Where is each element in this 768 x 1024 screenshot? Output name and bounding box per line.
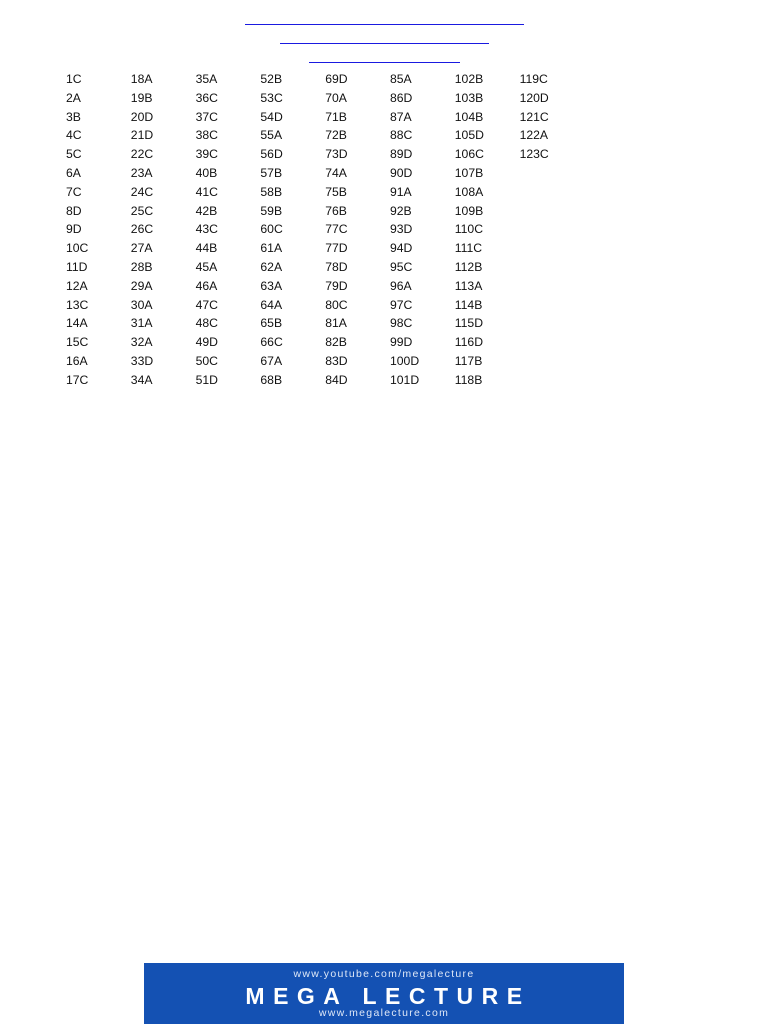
answer-item: 53C: [260, 90, 283, 105]
answer-column: [520, 70, 585, 390]
answer-item: 68B: [260, 372, 283, 387]
answer-item: 47C: [195, 297, 218, 312]
answer-item: 88C: [389, 128, 413, 143]
answer-item: 92B: [389, 203, 412, 218]
answer-column: [390, 70, 455, 390]
answer-item: 100D: [389, 353, 420, 368]
answer-item: 58B: [260, 184, 283, 199]
answer-item: 116D: [454, 335, 484, 350]
answer-column: [66, 70, 131, 390]
answer-item: 26C: [130, 222, 154, 237]
answer-item: 77C: [325, 222, 348, 237]
answer-item: 21D: [130, 128, 154, 143]
answer-item: 75B: [325, 184, 347, 199]
answer-item: 101D: [389, 372, 420, 387]
answer-key-grid: [66, 70, 584, 390]
header-link-2[interactable]: [280, 43, 489, 44]
answer-item: 8D: [66, 203, 82, 218]
answer-item: 105D: [454, 128, 484, 143]
answer-item: 2A: [66, 90, 81, 105]
answer-item: 45A: [195, 259, 218, 274]
answer-item: 84D: [325, 372, 348, 387]
answer-item: 78D: [325, 259, 348, 274]
answer-item: 91A: [389, 184, 412, 199]
answer-item: 97C: [389, 297, 413, 312]
answer-item: 72B: [325, 128, 347, 143]
answer-item: 33D: [130, 353, 154, 368]
answer-item: 63A: [260, 278, 283, 293]
answer-item: 35A: [195, 72, 218, 86]
answer-item: 56D: [260, 147, 283, 162]
answer-item: 32A: [130, 335, 153, 350]
answer-item: 96A: [389, 278, 412, 293]
answer-item: 121C: [519, 109, 549, 124]
answer-item: 54D: [260, 109, 283, 124]
answer-item: 9D: [66, 222, 82, 237]
answer-item: 122A: [519, 128, 549, 143]
answer-item: 38C: [195, 128, 218, 143]
answer-item: 67A: [260, 353, 283, 368]
answer-item: 50C: [195, 353, 218, 368]
answer-item: 82B: [325, 335, 347, 350]
answer-column: [325, 70, 390, 390]
youtube-url[interactable]: www.youtube.com/megalecture: [293, 968, 475, 980]
answer-item: 36C: [195, 90, 218, 105]
answer-item: 34A: [130, 372, 153, 387]
answer-item: 111C: [454, 241, 483, 256]
answer-item: 109B: [454, 203, 484, 218]
header-link-1[interactable]: [245, 24, 524, 25]
answer-item: 114B: [454, 297, 483, 312]
answer-item: 104B: [454, 109, 484, 124]
answer-item: 99D: [389, 335, 413, 350]
answer-item: 93D: [389, 222, 413, 237]
answer-item: 77D: [325, 241, 348, 256]
answer-item: 70A: [325, 90, 347, 105]
answer-column: [455, 70, 520, 390]
answer-item: 30A: [130, 297, 153, 312]
header-link-3[interactable]: [309, 62, 460, 63]
answer-item: 55A: [260, 128, 283, 143]
answer-item: 10C: [66, 241, 89, 256]
answer-item: 110C: [454, 222, 484, 237]
answer-item: 120D: [519, 90, 549, 105]
answer-item: 90D: [389, 165, 413, 180]
answer-item: 59B: [260, 203, 283, 218]
answer-item: 5C: [66, 147, 82, 162]
answer-item: 18A: [130, 72, 153, 86]
answer-item: 81A: [325, 316, 347, 331]
answer-item: 74A: [325, 165, 347, 180]
answer-item: 51D: [195, 372, 218, 387]
answer-item: 16A: [66, 353, 88, 368]
answer-item: 87A: [389, 109, 412, 124]
answer-item: 98C: [389, 316, 413, 331]
answer-item: 89D: [389, 147, 413, 162]
answer-item: 102B: [454, 72, 484, 86]
answer-item: 13C: [66, 297, 89, 312]
answer-item: 41C: [195, 184, 218, 199]
answer-item: 69D: [325, 72, 348, 86]
answer-item: 24C: [130, 184, 154, 199]
answer-column: [260, 70, 325, 390]
answer-item: 64A: [260, 297, 283, 312]
answer-item: 66C: [260, 335, 283, 350]
answer-item: 106C: [454, 147, 484, 162]
answer-item: 71B: [325, 109, 347, 124]
answer-item: 44B: [195, 241, 218, 256]
answer-item: 42B: [195, 203, 218, 218]
answer-item: 20D: [130, 109, 154, 124]
answer-item: 27A: [130, 241, 153, 256]
answer-item: 29A: [130, 278, 153, 293]
answer-item: 57B: [260, 165, 283, 180]
answer-item: 7C: [66, 184, 82, 199]
answer-item: 1C: [66, 72, 82, 86]
answer-item: 4C: [66, 128, 82, 143]
answer-item: 22C: [130, 147, 154, 162]
answer-item: 103B: [454, 90, 484, 105]
answer-item: 28B: [130, 259, 153, 274]
answer-item: 6A: [66, 165, 81, 180]
answer-item: 73D: [325, 147, 348, 162]
answer-item: 119C: [519, 72, 548, 86]
answer-item: 62A: [260, 259, 283, 274]
answer-item: 95C: [389, 259, 413, 274]
answer-item: 117B: [454, 353, 483, 368]
answer-item: 15C: [66, 335, 89, 350]
answer-item: 61A: [260, 241, 283, 256]
footer-banner: [144, 963, 624, 1024]
answer-item: 76B: [325, 203, 347, 218]
answer-item: 19B: [130, 90, 153, 105]
answer-item: 11D: [66, 259, 88, 274]
answer-item: 60C: [260, 222, 283, 237]
answer-item: 25C: [130, 203, 154, 218]
answer-item: 31A: [130, 316, 153, 331]
answer-item: 3B: [66, 109, 81, 124]
answer-item: 94D: [389, 241, 413, 256]
answer-item: 37C: [195, 109, 218, 124]
answer-item: 43C: [195, 222, 218, 237]
answer-item: 65B: [260, 316, 283, 331]
answer-item: 107B: [454, 165, 484, 180]
answer-column: [196, 70, 261, 390]
answer-item: 108A: [454, 184, 484, 199]
answer-item: 79D: [325, 278, 348, 293]
brand-logo-text: MEGA LECTURE: [245, 983, 531, 1009]
answer-item: 52B: [260, 72, 283, 86]
answer-item: 17C: [66, 372, 89, 387]
answer-column: [131, 70, 196, 390]
answer-item: 118B: [454, 372, 483, 387]
answer-item: 14A: [66, 316, 88, 331]
answer-item: 123C: [519, 147, 549, 162]
answer-item: 46A: [195, 278, 218, 293]
answer-item: 48C: [195, 316, 218, 331]
answer-item: 112B: [454, 259, 483, 274]
answer-item: 49D: [195, 335, 218, 350]
answer-item: 40B: [195, 165, 218, 180]
answer-item: 86D: [389, 90, 413, 105]
answer-item: 113A: [454, 278, 483, 293]
answer-item: 83D: [325, 353, 348, 368]
answer-item: 115D: [454, 316, 484, 331]
answer-item: 12A: [66, 278, 88, 293]
website-url[interactable]: www.megalecture.com: [318, 1007, 450, 1019]
answer-item: 23A: [130, 165, 153, 180]
answer-item: 85A: [389, 72, 412, 86]
answer-item: 80C: [325, 297, 348, 312]
answer-item: 39C: [195, 147, 218, 162]
